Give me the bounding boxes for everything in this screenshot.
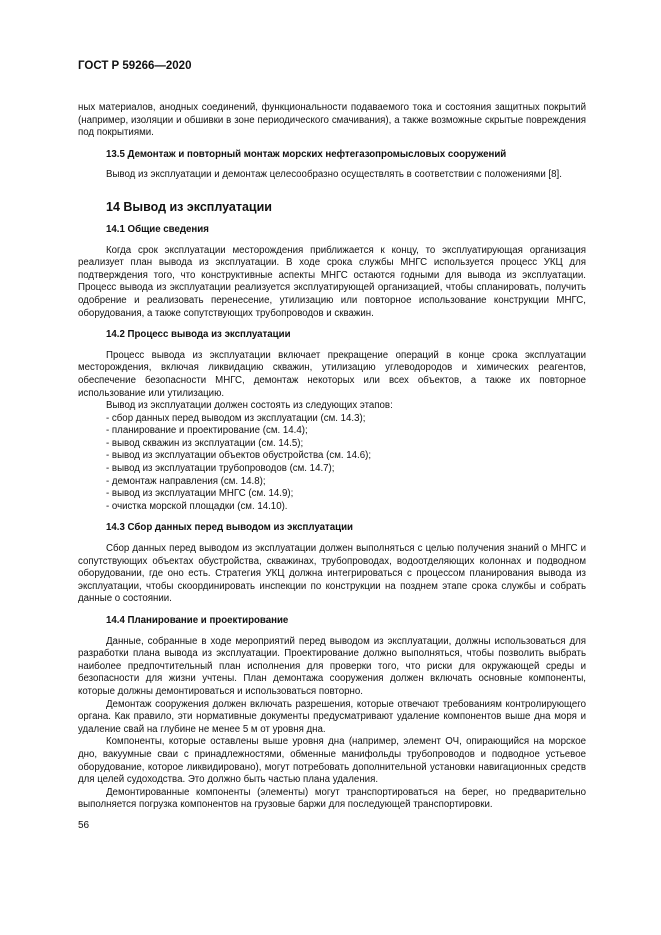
section-14-heading: 14 Вывод из эксплуатации [106, 199, 272, 214]
section-14-2-list-intro: Вывод из эксплуатации должен состоять из следующих этапов: [106, 400, 393, 412]
document-code: ГОСТ Р 59266—2020 [78, 60, 192, 72]
list-item: - планирование и проектирование (см. 14.4); [106, 425, 308, 437]
list-item: - сбор данных перед выводом из эксплуатации (см. 14.3); [106, 412, 366, 424]
section-14-3-text: Сбор данных перед выводом из эксплуатации должен выполняться с целью получения знаний о МНГС и сопутствующих объектах обустройства, скважинах, трубопроводах, водоотделяющих колоннах и подводном оборудовании, где оно есть. Стратегия УКЦ должна интегрироваться с процессом планирования вывода из эксплуатации, чтобы скоординировать инспекции по конструкции на позднем этапе срока службы и собрать данные о состоянии. [78, 543, 586, 605]
section-13-5-text: Вывод из эксплуатации и демонтаж целесообразно осуществлять в соответствии с положениями [8]. [106, 169, 562, 181]
section-14-4-paragraph: Компоненты, которые оставлены выше уровня дна (например, элемент ОЧ, опирающийся на морское дно, вакуумные сваи с принадлежностями, обменные манифольды трубопроводов и подводное устьевое оборудование, которое ликвидировано), могут потребовать дополнительной установки навигационных средств для целей судоходства. Это должно быть частью плана удаления. [78, 736, 586, 786]
list-item: - вывод из эксплуатации объектов обустройства (см. 14.6); [106, 450, 372, 462]
section-13-5-heading: 13.5 Демонтаж и повторный монтаж морских нефтегазопромысловых сооружений [106, 148, 507, 160]
section-14-4-paragraph: Демонтаж сооружения должен включать разрешения, которые отвечают требованиям контролирующего органа. Как правило, эти нормативные документы предусматривают удаление компонентов выше дна моря и удаление свай на глубине не менее 5 м от уровня дна. [78, 698, 586, 735]
section-14-4-paragraph: Данные, собранные в ходе мероприятий перед выводом из эксплуатации, должны использоваться для разработки плана вывода из эксплуатации. Проектирование должно выполняться, чтобы позволить выбрать наиболее предпочтительный план исполнения для проверки того, что риски для окружающей среды и безопасности для жизни учтены. План демонтажа сооружения должен включать основные компоненты, которые должны демонтироваться и использоваться повторно. [78, 635, 586, 697]
list-item: - демонтаж направления (см. 14.8); [106, 475, 266, 487]
stages-list [78, 413, 586, 514]
section-14-2-text: Процесс вывода из эксплуатации включает прекращение операций в конце срока эксплуатации месторождения, включая ликвидацию скважин, утилизацию углеводородов и химических реагентов, обеспечение безопасности МНГС, демонтаж некоторых или всех объектов, а также их повторное использование или утилизацию. [78, 349, 586, 399]
section-14-1-text: Когда срок эксплуатации месторождения приближается к концу, то эксплуатирующая организация реализует план вывода из эксплуатации. В ходе срока службы МНГС используется процесс УКЦ для подтверждения того, что конструктивные аспекты МНГС остаются годными для вывода из эксплуатации. Процесс вывода из эксплуатации реализуется эксплуатирующей организацией, чтобы спланировать, получить одобрение и реализовать перенесение, утилизацию или повторное использование конструкции МНГС, оборудования, а также сопутствующих трубопроводов и скважин. [78, 244, 586, 319]
list-item: - вывод из эксплуатации трубопроводов (см. 14.7); [106, 463, 335, 475]
list-item: - вывод скважин из эксплуатации (см. 14.5); [106, 437, 304, 449]
intro-paragraph: ных материалов, анодных соединений, функциональности подаваемого тока и состояния защитных покрытий (например, изоляции и обшивки в зоне периодического смачивания), а также возможные скрытые повреждения под покрытиями. [78, 102, 586, 139]
page-number: 56 [78, 819, 90, 831]
section-14-4-heading: 14.4 Планирование и проектирование [106, 615, 289, 626]
section-14-4-paragraph: Демонтированные компоненты (элементы) могут транспортироваться на берег, но предварительно выполняется погрузка компонентов на грузовые баржи для последующей транспортировки. [78, 786, 586, 811]
document-page [78, 60, 586, 831]
section-14-3-heading: 14.3 Сбор данных перед выводом из эксплуатации [106, 522, 353, 534]
section-14-1-heading: 14.1 Общие сведения [106, 223, 209, 235]
list-item: - очистка морской площадки (см. 14.10). [106, 500, 288, 512]
list-item: - вывод из эксплуатации МНГС (см. 14.9); [106, 488, 294, 500]
section-14-2-heading: 14.2 Процесс вывода из эксплуатации [106, 329, 291, 341]
